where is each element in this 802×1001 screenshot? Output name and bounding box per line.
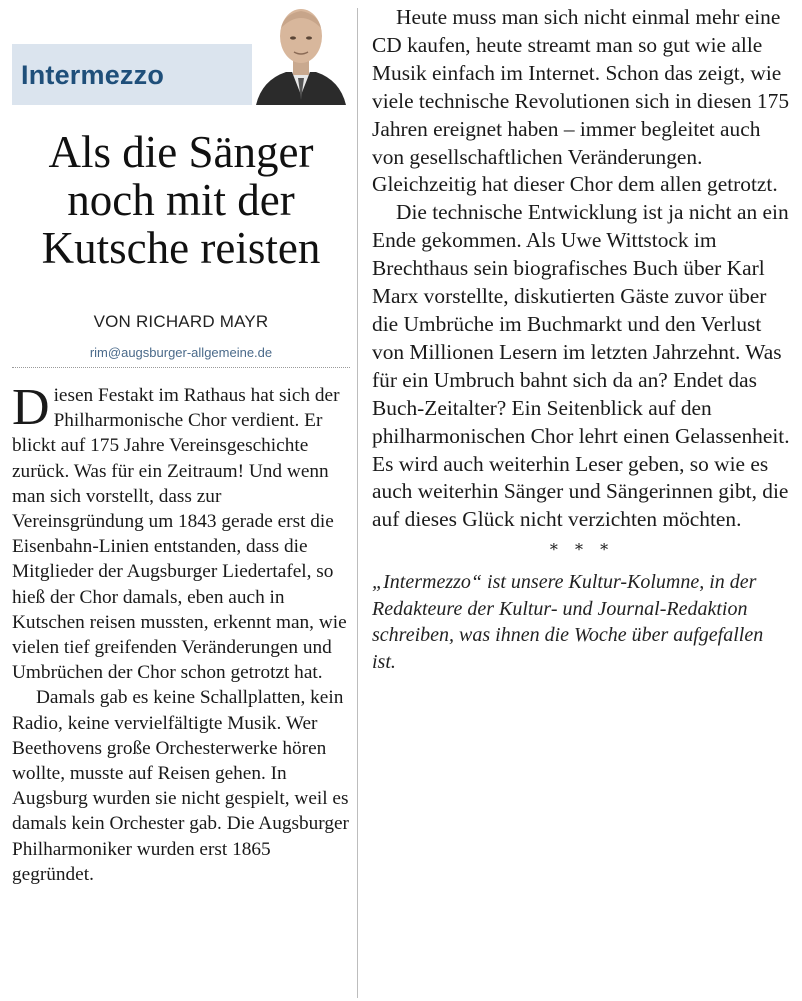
left-column <box>12 0 350 1001</box>
paragraph: Heute muss man sich nicht einmal mehr eine CD kaufen, heute streamt man so gut wie alle Musik einfach im Internet. Schon das zeigt, wie viele technische Revolutionen sich in diesen 175 Jahren ereignet haben – immer begleitet auch von gesellschaftlichen Veränderungen. Gleichzeitig hat dieser Chor dem allen getrotzt. <box>372 5 790 197</box>
column-note: „Intermezzo“ ist unsere Kultur-Kolumne, in der Redakteure der Kultur- und Journal-Redaktion schreiben, was ihnen die Woche über aufgefallen ist. <box>372 571 764 673</box>
author-email[interactable]: rim@augsburger-allgemeine.de <box>89 345 273 360</box>
paragraph: Damals gab es keine Schallplatten, kein Radio, keine vervielfältigte Musik. Wer Beethovens große Orchesterwerke hören wollte, musste auf Reisen gehen. In Augsburg wurden sie nicht gespielt, weil es damals kein Orchester gab. Die Augsburger Philharmoniker wurden erst 1865 gegründet. <box>12 687 349 885</box>
right-column <box>372 4 792 676</box>
headline <box>12 128 350 272</box>
byline: VON RICHARD MAYR <box>93 312 269 331</box>
article-body-right <box>372 4 792 534</box>
author-portrait <box>252 0 350 105</box>
section-stars: * * * <box>549 540 615 560</box>
column-kicker: Intermezzo <box>21 60 165 90</box>
drop-cap: D <box>12 379 50 436</box>
article-body-left <box>12 379 350 887</box>
headline-line: Kutsche reisten <box>41 223 321 273</box>
paragraph-text: iesen Festakt im Rathaus hat sich der Philharmonische Chor verdient. Er blickt auf 175 Jahre Vereinsgeschichte zurück. Was für ein Zeitraum! Und wenn man sich vorstellt, dass zur Vereinsgründung um 1843 gerade erst die Eisenbahn-Linien entstanden, dass die Mitglieder der Augsburger Liedertafel, so hieß der Chor damals, eben auch in Kutschen reisen mussten, erkennt man, wie vielen tief greifenden Veränderungen und Umbrüchen der Chor schon getrotzt hat. <box>12 385 347 684</box>
paragraph: Die technische Entwicklung ist ja nicht an ein Ende gekommen. Als Uwe Wittstock im Brechthaus sein biografisches Buch über Karl Marx vorstellte, diskutierten Gäste zuvor über die Umbrüche im Buchmarkt und den Verlust von Millionen Lesern im letzten Jahrzehnt. Was für ein Umbruch bahnt sich da an? Endet das Buch-Zeitalter? Ein Seitenblick auf den philharmonischen Chor lehrt einen Gelassenheit. Es wird auch weiterhin Leser geben, so wie es auch weiterhin Sänger und Sängerinnen gibt, die auf dieses Glück nicht verzichten möchten. <box>372 200 790 532</box>
headline-line: Als die Sänger <box>48 127 314 177</box>
column-divider <box>357 8 358 998</box>
headline-line: noch mit der <box>67 175 295 225</box>
dotted-divider <box>12 367 350 368</box>
paragraph <box>12 379 350 685</box>
